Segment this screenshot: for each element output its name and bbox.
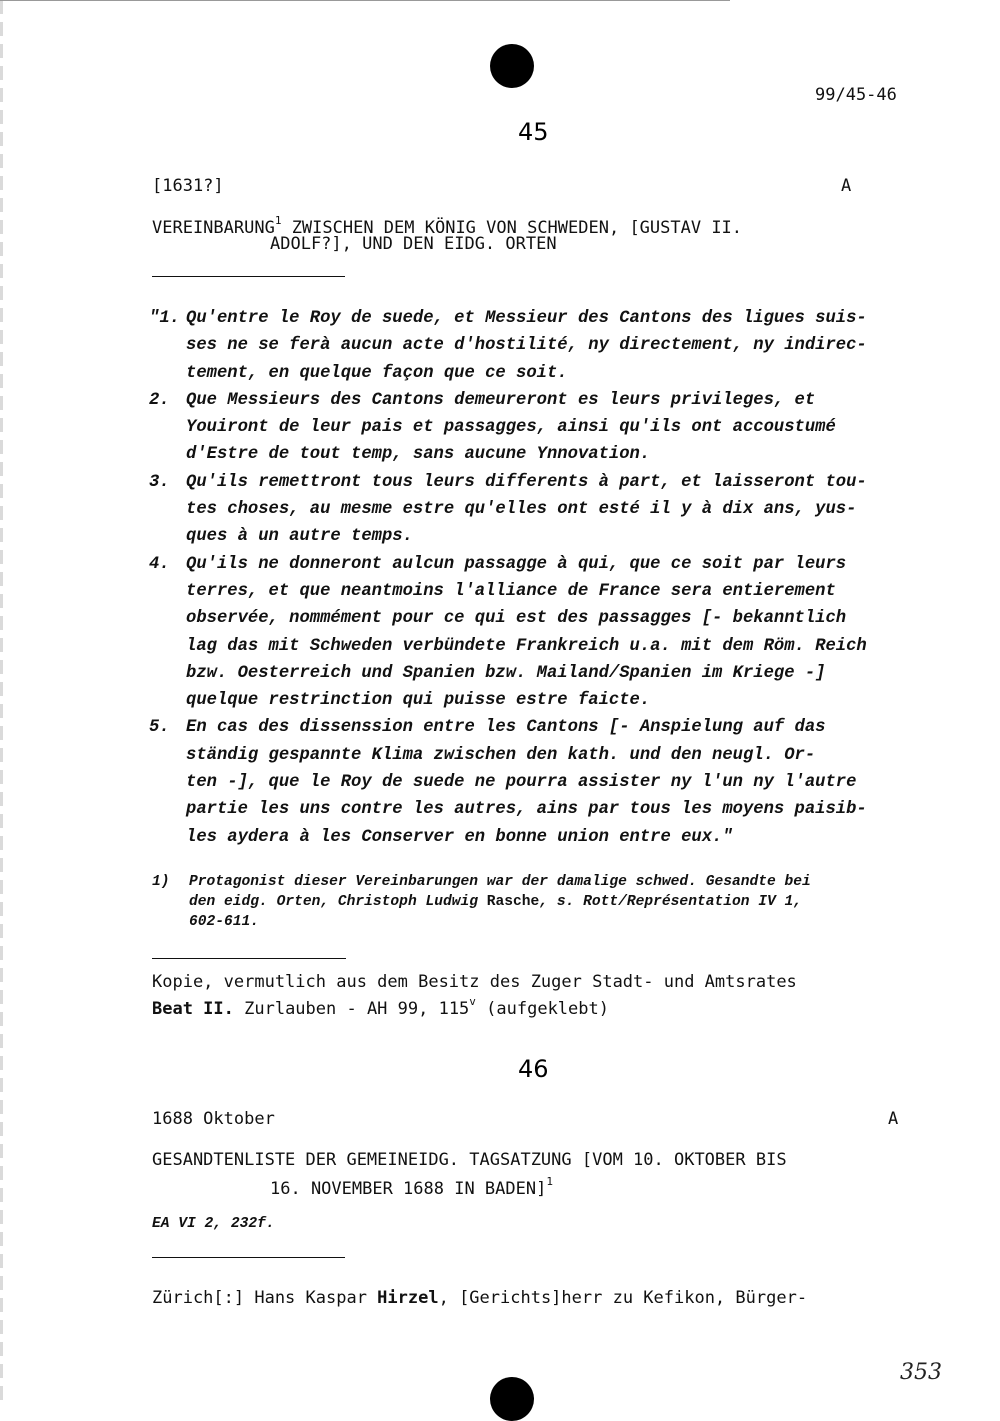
article-text: observée, nommément pour ce qui est des passagges [- bekanntlich: [186, 609, 847, 629]
article-number: 4.: [149, 554, 170, 574]
article-line: [149, 305, 867, 332]
article-number: 2.: [149, 390, 170, 410]
doc46-title-line2: 16. NOVEMBER 1688 IN BADEN]$^1$: [270, 1175, 553, 1199]
page-number-45: 45: [518, 118, 549, 146]
article-line: [149, 414, 867, 441]
article-line: [149, 387, 867, 414]
article-line: [149, 605, 867, 632]
doc-range: 99/45-46: [815, 85, 897, 105]
doc45-title-line2: ADOLF?], UND DEN EIDG. ORTEN: [270, 234, 557, 254]
scan-top-line: [0, 0, 730, 1]
article-line: [149, 660, 867, 687]
article-line: [149, 714, 867, 741]
scan-edge: [0, 0, 3, 1406]
treaty-articles: [149, 305, 867, 851]
article: [149, 305, 867, 387]
article-line: [149, 742, 867, 769]
article-line: [149, 578, 867, 605]
article-line: [149, 332, 867, 359]
article-number: 5.: [149, 718, 170, 738]
article-number: 3.: [149, 472, 170, 492]
article-text: les aydera à les Conserver en bonne union entre eux.": [186, 827, 733, 847]
footnote: [152, 872, 811, 932]
article-text: ten -], que le Roy de suede ne pourra assister ny l'un ny l'autre: [186, 773, 857, 793]
article-text: ses ne se ferà aucun acte d'hostilité, ny directement, ny indirec-: [186, 336, 867, 356]
doc46-class: A: [888, 1109, 899, 1129]
article-line: [149, 469, 867, 496]
article-text: Youiront de leur pais et passagges, ainsi qu'ils ont accoustumé: [186, 418, 836, 438]
article-line: [149, 769, 867, 796]
doc45-title-line1: VEREINBARUNG$^1$ ZWISCHEN DEM KÖNIG VON SCHWEDEN, [GUSTAV II.: [152, 214, 743, 238]
doc46-title-line1: GESANDTENLISTE DER GEMEINEIDG. TAGSATZUNG [VOM 10. OKTOBER BIS: [152, 1150, 787, 1170]
article-text: tement, en quelque façon que ce soit.: [186, 363, 568, 383]
footnote-line3: 602-611.: [189, 914, 260, 930]
footnote-line1: 1) Protagonist dieser Vereinbarungen war der damalige schwed. Gesandte bei: [152, 874, 811, 890]
article-line: [149, 633, 867, 660]
article-line: [149, 796, 867, 823]
article-text: En cas des dissenssion entre les Cantons [- Anspielung auf das: [186, 718, 826, 738]
article-number: "1.: [149, 309, 180, 328]
article-line: [149, 551, 867, 578]
article-line: [149, 360, 867, 387]
article-text: Qu'ils remettront tous leurs differents à part, et laisseront tou-: [186, 472, 867, 492]
punch-hole-bottom: [490, 1377, 534, 1421]
title-rule: [152, 276, 345, 277]
article-text: ständig gespannte Klima zwischen den kath. und den neugl. Or-: [186, 745, 816, 765]
article: [149, 714, 867, 850]
source-rule: [152, 958, 346, 959]
footnote-line2: den eidg. Orten, Christoph Ludwig Rasche, s. Rott/Représentation IV 1,: [189, 894, 803, 910]
article-text: Que Messieurs des Cantons demeureront es leurs privileges, et: [186, 390, 816, 410]
article-text: d'Estre de tout temp, sans aucune Ynnovation.: [186, 445, 651, 465]
article-text: bzw. Oesterreich und Spanien bzw. Mailand/Spanien im Kriege -]: [186, 663, 826, 683]
article-text: tes choses, au mesme estre qu'elles ont esté il y à dix ans, yus-: [186, 500, 857, 520]
article-line: [149, 824, 867, 851]
article-line: [149, 496, 867, 523]
source-line2: Beat II. Zurlauben - AH 99, 115$^v$ (aufgeklebt): [152, 995, 609, 1019]
article-line: [149, 687, 867, 714]
article-text: ques à un autre temps.: [186, 527, 413, 547]
article-text: partie les uns contre les autres, ains par tous les moyens paisib-: [186, 800, 867, 820]
article: [149, 387, 867, 469]
page-number-46: 46: [518, 1055, 549, 1083]
doc45-date: [1631?]: [152, 176, 224, 196]
doc46-reference: EA VI 2, 232f.: [152, 1216, 275, 1232]
source-line1: Kopie, vermutlich aus dem Besitz des Zuger Stadt- und Amtsrates: [152, 972, 797, 992]
punch-hole-top: [490, 44, 534, 88]
doc46-rule: [152, 1257, 345, 1258]
article-text: terres, et que neantmoins l'alliance de France sera entierement: [186, 581, 836, 601]
article-line: [149, 441, 867, 468]
article-line: [149, 523, 867, 550]
article-text: Qu'ils ne donneront aulcun passagge à qui, que ce soit par leurs: [186, 554, 847, 574]
article: [149, 551, 867, 715]
folio-number: 353: [900, 1360, 942, 1385]
article: [149, 469, 867, 551]
doc46-entry-zurich: Zürich[:] Hans Kaspar Hirzel, [Gerichts]herr zu Kefikon, Bürger-: [152, 1288, 808, 1308]
article-text: Qu'entre le Roy de suede, et Messieur des Cantons des ligues suis-: [186, 309, 867, 328]
doc46-date: 1688 Oktober: [152, 1109, 275, 1129]
doc45-class: A: [841, 176, 852, 196]
article-text: lag das mit Schweden verbündete Frankreich u.a. mit dem Röm. Reich: [186, 636, 867, 656]
article-text: quelque restrinction qui puisse estre faicte.: [186, 691, 651, 711]
